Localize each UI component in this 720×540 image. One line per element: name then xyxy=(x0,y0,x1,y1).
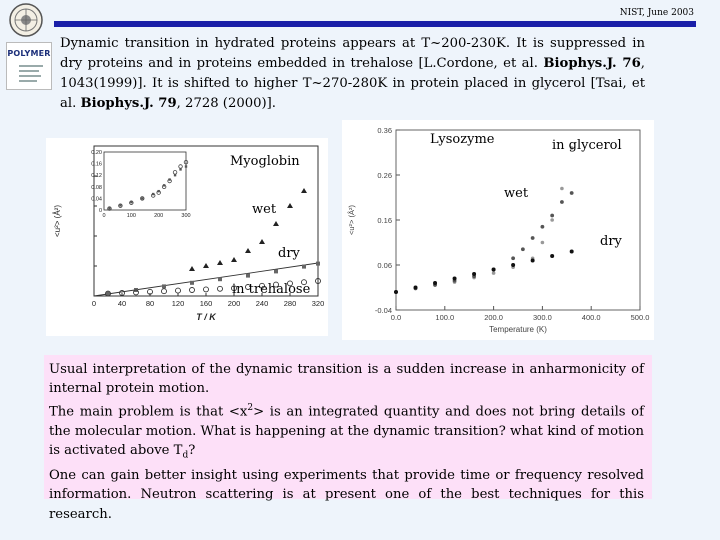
inset-point-wet-2 xyxy=(185,165,187,167)
lysozyme-figure xyxy=(342,120,654,340)
label-dry-right: dry xyxy=(600,234,622,249)
myoglobin-x-tick-label: 80 xyxy=(145,299,155,308)
myoglobin-dry-point xyxy=(190,281,194,285)
inset-point-wet-2 xyxy=(130,201,132,203)
lysozyme-wet-point xyxy=(521,247,525,251)
label-wet-right: wet xyxy=(504,186,529,201)
inset-point-wet-2 xyxy=(179,168,181,170)
summary-p2-text-a: The main problem is that <x xyxy=(49,404,248,420)
summary-paragraph-3: One can gain better insight using experiments that provide time or frequency resolved information. Neutron scattering is at present one of the best techniques for this research. xyxy=(49,468,644,522)
inset-x-tick-label: 0 xyxy=(102,213,106,219)
intro-journal-2: Biophys.J. 79 xyxy=(80,96,177,111)
lysozyme-glycerol-point xyxy=(541,241,545,245)
lysozyme-dry-point xyxy=(472,272,476,276)
myoglobin-x-tick-label: 120 xyxy=(171,299,185,308)
inset-point-wet-2 xyxy=(119,204,121,206)
summary-p2-sup: 2 xyxy=(247,402,254,413)
inset-point-wet-2 xyxy=(108,207,110,209)
intro-text-3: , 2728 (2000)]. xyxy=(176,96,276,111)
inset-point-wet-2 xyxy=(157,190,159,192)
inset-y-tick-label: 0.08 xyxy=(91,184,102,191)
myoglobin-x-tick-label: 280 xyxy=(283,299,297,308)
label-glycerol: in glycerol xyxy=(552,138,622,153)
label-wet-left: wet xyxy=(252,202,277,217)
summary-p2-sub: d xyxy=(182,450,189,461)
lysozyme-dry-point xyxy=(570,250,574,254)
inset-x-tick-label: 200 xyxy=(154,213,164,219)
lysozyme-y-axis-label: <u²> (Å²) xyxy=(347,204,356,236)
lysozyme-x-tick-label: 300.0 xyxy=(533,313,552,322)
lysozyme-x-tick-label: 0.0 xyxy=(390,313,402,322)
inset-point-wet-2 xyxy=(174,174,176,176)
inset-y-tick-label: 0 xyxy=(98,208,102,214)
lysozyme-glycerol-point xyxy=(492,271,496,275)
intro-text-2: , 1043(1999)]. It is shifted to higher T~270-280K in protein placed in glycerol [Tsai, et al. xyxy=(60,56,645,111)
lysozyme-wet-point xyxy=(541,225,545,229)
intro-journal-1: Biophys.J. 76 xyxy=(543,56,641,71)
myoglobin-dry-point xyxy=(274,269,278,273)
label-lysozyme: Lysozyme xyxy=(430,132,495,147)
label-myoglobin: Myoglobin xyxy=(230,154,300,169)
myoglobin-dry-point xyxy=(106,292,110,296)
lysozyme-y-tick-label: 0.36 xyxy=(377,126,392,135)
inset-point-wet-2 xyxy=(152,193,154,195)
inset-y-tick-label: 0.12 xyxy=(91,173,102,180)
header-bar xyxy=(54,21,696,27)
inset-y-tick-label: 0.04 xyxy=(91,196,102,203)
intro-text-1: Dynamic transition in hydrated proteins appears at T~200-230K. It is suppressed in dry proteins and in proteins embedded in trehalose [L.Cordone, et al. xyxy=(60,36,645,71)
lysozyme-wet-point xyxy=(560,200,564,204)
lysozyme-dry-point xyxy=(453,277,457,281)
summary-p2-text-b: > is an integrated quantity and does not bring details of the molecular motion. What is happening at the dynamic transition? what kind of motion is activated above T xyxy=(49,404,644,459)
myoglobin-x-tick-label: 0 xyxy=(91,299,97,308)
lysozyme-dry-point xyxy=(492,268,496,272)
myoglobin-figure xyxy=(46,138,328,336)
lysozyme-x-tick-label: 400.0 xyxy=(581,313,601,322)
myoglobin-dry-point xyxy=(162,284,166,288)
lysozyme-y-tick-label: 0.06 xyxy=(377,261,392,270)
lysozyme-dry-point xyxy=(531,259,535,263)
lysozyme-wet-point xyxy=(511,256,515,260)
lysozyme-x-tick-label: 500.0 xyxy=(630,313,650,322)
lysozyme-x-axis-label: Temperature (K) xyxy=(489,325,547,334)
myoglobin-dry-point xyxy=(246,274,250,278)
inset-point-wet-2 xyxy=(163,184,165,186)
lysozyme-x-tick-label: 200.0 xyxy=(484,313,503,322)
myoglobin-x-axis-label: T / K xyxy=(196,312,216,322)
myoglobin-dry-point xyxy=(218,277,222,281)
inset-x-tick-label: 300 xyxy=(181,213,191,219)
lysozyme-y-tick-label: 0.26 xyxy=(377,171,392,180)
myoglobin-x-tick-label: 40 xyxy=(117,299,127,308)
lysozyme-x-tick-label: 100.0 xyxy=(435,313,455,322)
inset-y-tick-label: 0.16 xyxy=(91,161,102,168)
lysozyme-y-tick-label: -0.04 xyxy=(374,306,392,315)
summary-box xyxy=(44,355,652,522)
summary-p2-text-c: ? xyxy=(188,443,196,459)
inset-x-tick-label: 100 xyxy=(126,213,136,219)
myoglobin-x-tick-label: 160 xyxy=(199,299,213,308)
inset-point-wet-2 xyxy=(141,197,143,199)
myoglobin-y-axis-label: <u²> (Å²) xyxy=(53,204,62,238)
summary-paragraph-2 xyxy=(49,399,644,466)
lysozyme-wet-point xyxy=(550,214,554,218)
myoglobin-dry-point xyxy=(316,262,320,266)
label-dry-left: dry xyxy=(278,246,300,261)
myoglobin-x-tick-label: 320 xyxy=(311,299,325,308)
lysozyme-dry-point xyxy=(394,290,398,294)
lysozyme-chart xyxy=(342,120,654,340)
lysozyme-dry-point xyxy=(550,254,554,258)
myoglobin-x-tick-label: 200 xyxy=(227,299,241,308)
lysozyme-wet-point xyxy=(531,236,535,240)
lysozyme-y-tick-label: 0.16 xyxy=(377,216,392,225)
inset-y-tick-label: 0.20 xyxy=(91,150,102,156)
polymer-logo xyxy=(6,42,52,90)
lysozyme-dry-point xyxy=(511,263,515,267)
myoglobin-dry-point xyxy=(302,265,306,269)
polymer-logo-text: POLYMER xyxy=(7,49,51,58)
lysozyme-dry-point xyxy=(433,281,437,285)
myoglobin-x-tick-label: 240 xyxy=(255,299,269,308)
inset-point-wet-2 xyxy=(168,178,170,180)
label-trehalose: in trehalose xyxy=(232,282,311,297)
header-date: NIST, June 2003 xyxy=(619,8,694,18)
summary-paragraph-1: Usual interpretation of the dynamic transition is a sudden increase in anharmonicity of internal protein motion. xyxy=(49,362,644,397)
lysozyme-glycerol-point xyxy=(560,187,564,191)
intro-paragraph xyxy=(60,34,645,114)
university-seal-icon xyxy=(6,2,46,38)
inset-plot-frame xyxy=(104,152,186,210)
lysozyme-dry-point xyxy=(414,286,418,290)
lysozyme-wet-point xyxy=(570,191,574,195)
lysozyme-glycerol-point xyxy=(550,218,554,222)
